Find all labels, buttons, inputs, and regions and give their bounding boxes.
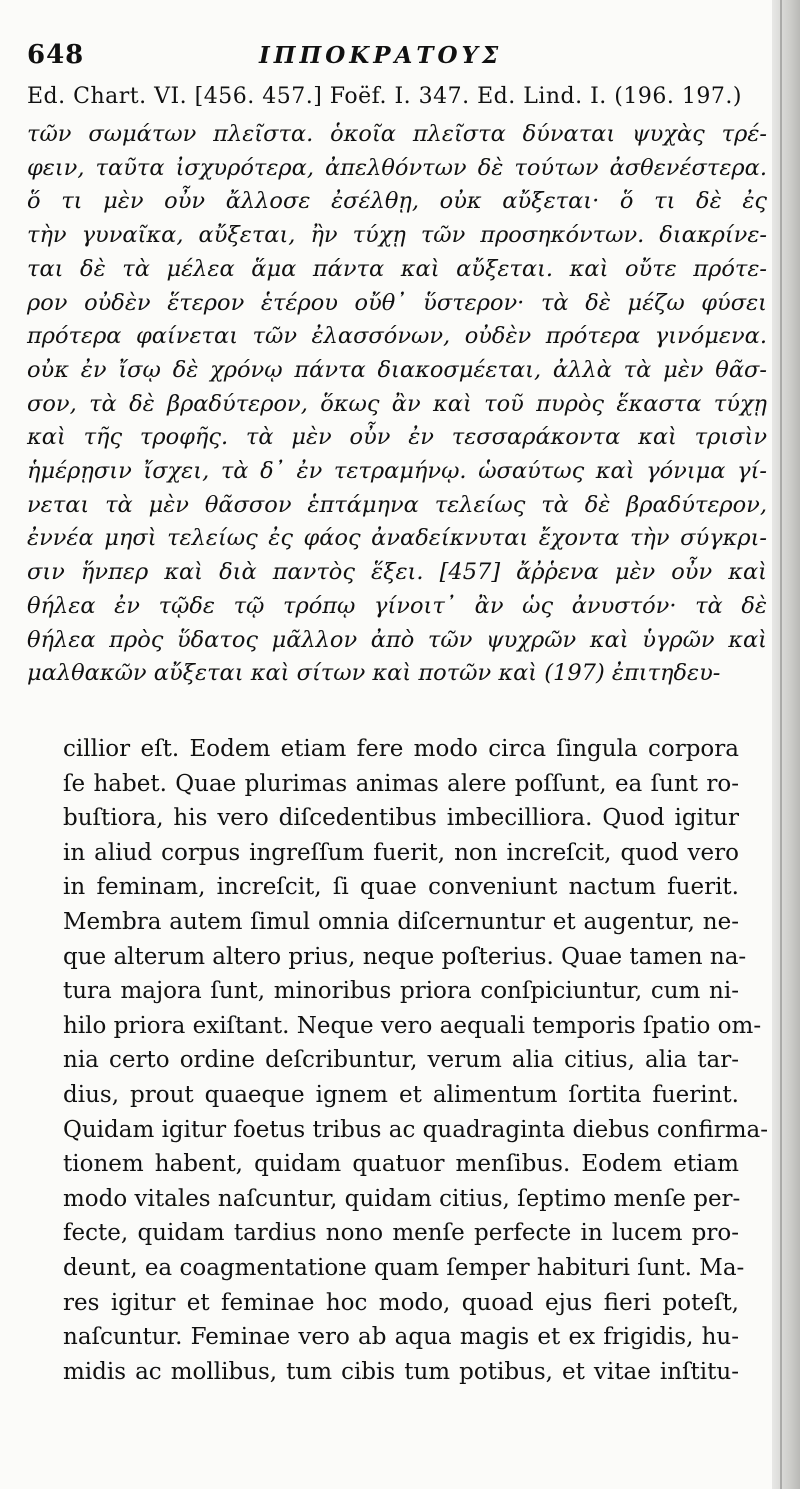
latin-line: dius, prout quaeque ignem et alimentum ſortita fuerint. bbox=[63, 1081, 739, 1108]
greek-line: ἡμέρῃσιν ἴσχει, τὰ δ᾽ ἐν τετραμήνῳ. ὡσαύτως καὶ γόνιμα γί- bbox=[27, 458, 767, 485]
greek-line: τῶν σωμάτων πλεῖστα. ὁκοῖα πλεῖστα δύναται ψυχὰς τρέ- bbox=[27, 121, 767, 147]
greek-line: καὶ τῆς τροφῆς. τὰ μὲν οὖν ἐν τεσσαράκοντα καὶ τρισὶν bbox=[27, 424, 767, 451]
latin-line: midis ac mollibus, tum cibis tum potibus, et vitae inſtitu- bbox=[63, 1358, 739, 1385]
greek-line: θήλεα ἐν τῷδε τῷ τρόπῳ γίνοιτ᾽ ἂν ὡς ἀνυστόν· τὰ δὲ bbox=[27, 592, 767, 619]
page-number: 648 bbox=[27, 40, 85, 70]
latin-line: res igitur et feminae hoc modo, quoad ejus fieri poteſt, bbox=[63, 1289, 739, 1316]
greek-line: νεται τὰ μὲν θᾶσσον ἑπτάμηνα τελείως τὰ δὲ βραδύτερον, bbox=[27, 491, 767, 518]
greek-line: σιν ἥνπερ καὶ διὰ παντὸς ἕξει. [457] ἄῤῥενα μὲν οὖν καὶ bbox=[27, 559, 767, 586]
greek-line: σον, τὰ δὲ βραδύτερον, ὅκως ἂν καὶ τοῦ πυρὸς ἕκαστα τύχῃ bbox=[27, 390, 767, 417]
page-edge-shadow bbox=[772, 0, 800, 1489]
latin-line: in feminam, increſcit, ſi quae conveniunt nactum fuerit. bbox=[63, 874, 739, 901]
latin-line: Quidam igitur foetus tribus ac quadraginta diebus confirma- bbox=[63, 1116, 769, 1143]
greek-line: τὴν γυναῖκα, αὔξεται, ἢν τύχῃ τῶν προσηκόντων. διακρίνε- bbox=[27, 222, 767, 249]
page-header bbox=[27, 40, 767, 80]
greek-line: ἐννέα μησὶ τελείως ἐς φάος ἀναδείκνυται ἔχοντα τὴν σύγκρι- bbox=[27, 525, 767, 552]
greek-line: μαλθακῶν αὔξεται καὶ σίτων καὶ ποτῶν καὶ (197) ἐπιτηδευ- bbox=[27, 660, 721, 687]
latin-text-block bbox=[63, 732, 769, 1389]
greek-line: πρότερα φαίνεται τῶν ἐλασσόνων, οὐδὲν πρότερα γινόμενα. bbox=[27, 323, 767, 350]
latin-line: cillior eſt. Eodem etiam fere modo circa ſingula corpora bbox=[63, 736, 739, 762]
greek-line: ὅ τι μὲν οὖν ἄλλοσε ἐσέλθῃ, οὐκ αὔξεται· ὅ τι δὲ ἐς bbox=[27, 188, 767, 215]
latin-line: naſcuntur. Feminae vero ab aqua magis et ex frigidis, hu- bbox=[63, 1324, 739, 1351]
latin-line: deunt, ea coagmentatione quam ſemper habituri ſunt. Ma- bbox=[63, 1254, 745, 1281]
latin-line: que alterum altero prius, neque poſterius. Quae tamen na- bbox=[63, 943, 747, 970]
greek-line: φειν, ταῦτα ἰσχυρότερα, ἀπελθόντων δὲ τούτων ἀσθενέστερα. bbox=[27, 154, 767, 181]
running-title: ΙΠΠΟΚΡΑΤΟΥΣ bbox=[259, 42, 503, 69]
latin-line: tionem habent, quidam quatuor menſibus. Eodem etiam bbox=[63, 1151, 739, 1178]
latin-line: in aliud corpus ingreſſum fuerit, non increſcit, quod vero bbox=[63, 839, 739, 866]
latin-line: ſe habet. Quae plurimas animas alere poſſunt, ea ſunt ro- bbox=[63, 770, 739, 797]
greek-text-block bbox=[27, 118, 767, 691]
latin-line: hilo priora exiſtant. Neque vero aequali temporis ſpatio om- bbox=[63, 1012, 762, 1039]
greek-line: ται δὲ τὰ μέλεα ἅμα πάντα καὶ αὔξεται. καὶ οὔτε πρότε- bbox=[27, 255, 767, 282]
page-edge-line bbox=[780, 0, 782, 1489]
latin-line: fecte, quidam tardius nono menſe perfecte in lucem pro- bbox=[63, 1220, 739, 1247]
latin-line: nia certo ordine deſcribuntur, verum alia citius, alia tar- bbox=[63, 1047, 739, 1074]
edition-references: Ed. Chart. VI. [456. 457.] Foëf. I. 347. Ed. Lind. I. (196. 197.) bbox=[27, 84, 742, 109]
greek-line: θήλεα πρὸς ὕδατος μᾶλλον ἀπὸ τῶν ψυχρῶν καὶ ὑγρῶν καὶ bbox=[27, 626, 767, 653]
latin-line: tura majora ſunt, minoribus priora conſpiciuntur, cum ni- bbox=[63, 978, 739, 1005]
latin-line: Membra autem ſimul omnia diſcernuntur et augentur, ne- bbox=[63, 908, 739, 935]
greek-line: ρον οὐδὲν ἕτερον ἑτέρου οὔθ᾽ ὕστερον· τὰ δὲ μέζω φύσει bbox=[27, 289, 767, 316]
latin-line: modo vitales naſcuntur, quidam citius, ſeptimo menſe per- bbox=[63, 1185, 741, 1212]
latin-line: buſtiora, his vero diſcedentibus imbecilliora. Quod igitur bbox=[63, 805, 739, 832]
greek-line: οὐκ ἐν ἴσῳ δὲ χρόνῳ πάντα διακοσμέεται, ἀλλὰ τὰ μὲν θᾶσ- bbox=[27, 356, 767, 383]
